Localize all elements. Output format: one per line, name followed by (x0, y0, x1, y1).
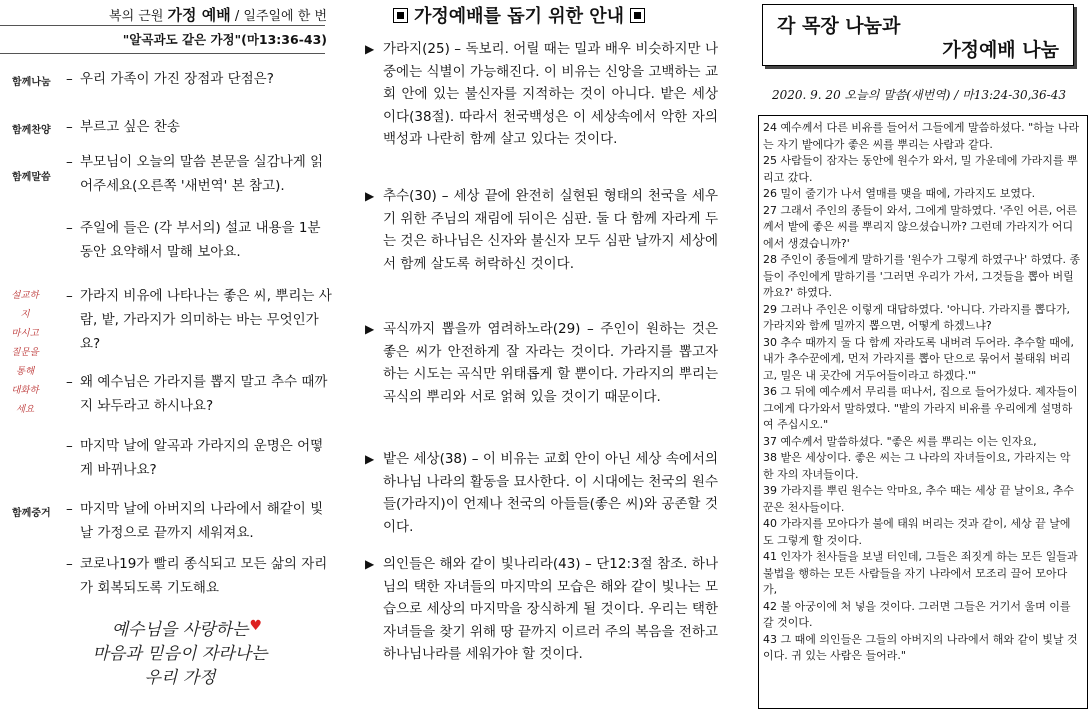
header-divider-2 (0, 53, 325, 54)
header-prefix: 복의 근원 (109, 9, 164, 24)
heart-icon: ♥ (249, 618, 262, 634)
section-text: 마지막 날에 아버지의 나라에서 해같이 빛날 가정으로 끝까지 세워져요. (80, 501, 324, 541)
scripture-box (758, 115, 1088, 709)
section-label: 함께말씀 (12, 172, 51, 183)
left-column (0, 0, 345, 712)
guide-paragraph-text: 곡식까지 뽑을까 염려하노라(29) – 주인이 원하는 것은 좋은 씨가 안전하게 잘 자라는 것이다. 가라지를 뽑고자 하는 시도는 곡식만 위태롭게 할 뿐이다. 가라지의 뿌리는 곡식의 뿌리와 서로 얽혀 있을 것이기 때문이다. (383, 321, 718, 405)
verse: 36 그 뒤에 예수께서 무리를 떠나서, 집으로 들어가셨다. 제자들이 그에게 다가와서 말하였다. "밭의 가라지 비유를 우리에게 설명하여 주십시오." (763, 385, 1078, 431)
arrow-bullet-icon: ▶ (365, 42, 375, 56)
side-note-line: 대화하세요 (11, 385, 39, 415)
section-item: – 마지막 날에 알곡과 가라지의 운명은 어떻게 바뀌나요? (66, 434, 336, 482)
verse: 43 그 때에 의인들은 그들의 아버지의 나라에서 해와 같이 빛날 것이다. 귀 있는 사람은 들어라." (763, 632, 1078, 662)
verse: 24 예수께서 다른 비유를 들어서 그들에게 말씀하셨다. "하늘 나라는 자기 밭에다가 좋은 씨를 뿌리는 사람과 같다. (763, 121, 1080, 151)
section-text: 왜 예수님은 가라지를 뽑지 말고 추수 때까지 놔두라고 하시나요? (80, 374, 328, 414)
guide-paragraph-text: 가라지(25) – 독보리. 어릴 때는 밀과 배우 비슷하지만 나중에는 식별이 가능해진다. 이 비유는 신앙을 고백하는 교회 안에 있는 불신자를 지적하는 것이 아니다. 밭은 세상이다(38절). 따라서 천국백성은 이 세상속에서 악한 자의 백성과 나란히 함께 살고 있다는 것이다. (383, 41, 718, 147)
verse: 25 사람들이 잠자는 동안에 원수가 와서, 밀 가운데에 가라지를 뿌리고 갔다. (763, 154, 1078, 184)
section-item: – 우리 가족이 가진 장점과 단점은? (66, 67, 336, 91)
arrow-bullet-icon: ▶ (365, 189, 375, 203)
section-text: 코로나19가 빨리 종식되고 모든 삶의 자리가 회복되도록 기도해요 (80, 556, 328, 596)
section-text: 마지막 날에 알곡과 가라지의 운명은 어떻게 바뀌나요? (80, 438, 324, 478)
signature-line: 우리 가정 (144, 668, 216, 688)
signature-line: 마음과 믿음이 자라나는 (92, 644, 268, 664)
verse: 42 불 아궁이에 처 넣을 것이다. 그러면 그들은 거기서 울며 이를 갈 것이다. (763, 599, 1071, 629)
arrow-bullet-icon: ▶ (365, 322, 375, 336)
verse: 28 주인이 종들에게 말하기를 '원수가 그렇게 하였구나' 하였다. 종들이 주인에게 말하기를 '그러면 우리가 가서, 그것들을 뽑아 버릴까요?' 하였다. (763, 253, 1081, 299)
header-divider (0, 25, 325, 26)
section-item: – 가라지 비유에 나타나는 좋은 씨, 뿌리는 사람, 밭, 가라지가 의미하는 바는 무엇인가요? (66, 284, 336, 356)
header-suffix: / 일주일에 한 번 (234, 9, 327, 24)
section-text: 주일에 들은 (각 부서의) 설교 내용을 1분 동안 요약해서 말해 보아요. (80, 220, 321, 260)
guide-paragraph (365, 553, 718, 666)
side-note (10, 286, 40, 419)
verse: 27 그래서 주인의 종들이 와서, 그에게 말하였다. '주인 어른, 어른께서 밭에 좋은 씨를 뿌리지 않으셨습니까? 그런데 가라지가 어디에서 생겼습니까?' (763, 203, 1078, 250)
guide-paragraph-text: 의인들은 해와 같이 빛나리라(43) – 단12:3절 참조. 하나님의 택한 자녀들의 마지막의 모습은 해와 같이 빛나는 모습으로 세상의 마지막을 장식하게 될 것이다. 우리는 택한 자녀들을 찾기 위해 땅 끝까지 이르러 주의 복음을 전하고 하나님나라를 세워가야 할 것이다. (383, 556, 718, 662)
section-text: 우리 가족이 가진 장점과 단점은? (80, 71, 274, 87)
section-item: – 마지막 날에 아버지의 나라에서 해같이 빛날 가정으로 끝까지 세워져요. (66, 497, 336, 545)
guide-paragraph (365, 448, 718, 538)
section-text: 부르고 싶은 찬송 (80, 119, 180, 135)
guide-paragraph (365, 38, 718, 151)
signature-calligraphy (80, 618, 280, 690)
side-note-line: 마시고 (11, 328, 39, 339)
verse: 41 인자가 천사들을 보낼 터인데, 그들은 죄짓게 하는 모든 일들과 불법을 행하는 모든 사람들을 자기 나라에서 모조리 끌어 모아다가, (763, 550, 1078, 596)
section-item: – 코로나19가 빨리 종식되고 모든 삶의 자리가 회복되도록 기도해요 (66, 552, 336, 600)
guide-paragraph-text: 추수(30) – 세상 끝에 완전히 실현된 형태의 천국을 세우기 위한 주님의 재림에 뒤이은 심판. 둘 다 함께 자라게 두는 것은 하나님은 신자와 불신자 모두 심판 날까지 세상에서 함께 살도록 허락하신 것이다. (383, 188, 718, 272)
guide-paragraph-text: 밭은 세상(38) – 이 비유는 교회 안이 아닌 세상 속에서의 하나님 나라의 활동을 묘사한다. 이 시대에는 천국의 원수들(가라지)이 언제나 천국의 아들들(좋은 씨)와 공존할 것이다. (383, 451, 718, 535)
guide-title (387, 2, 651, 28)
header-line-2: "알곡과도 같은 가정"(마13:36-43) (122, 32, 327, 47)
right-column (752, 0, 1090, 712)
section-text: 부모님이 오늘의 말씀 본문을 실감나게 읽어주세요(오른쪽 '새번역' 본 참고). (80, 154, 324, 194)
verse: 37 예수께서 말씀하셨다. "좋은 씨를 뿌리는 이는 인자요, (763, 434, 1037, 448)
signature-line: 예수님을 사랑하는 (111, 620, 249, 640)
header-bold: 가정 예배 (167, 6, 231, 24)
verse: 38 밭은 세상이다. 좋은 씨는 그 나라의 자녀들이요, 가라지는 악한 자의 자녀들이다. (763, 451, 1071, 481)
guide-title-text: 가정예배를 돕기 위한 안내 (414, 6, 625, 27)
verse: 30 추수 때까지 둘 다 함께 자라도록 내버려 두어라. 추수할 때에, 내가 추수꾼에게, 먼저 가라지를 뽑아 단으로 묶어서 불태워 버리고, 밀은 내 곳간에 거두어들이라고 하겠다.'" (763, 335, 1074, 382)
verse-list (763, 120, 1081, 665)
side-note-line: 설교하지 (11, 290, 39, 320)
guide-paragraph (365, 185, 718, 275)
square-bullet-icon (393, 8, 408, 23)
guide-paragraph (365, 318, 718, 408)
section-item: – 부모님이 오늘의 말씀 본문을 실감나게 읽어주세요(오른쪽 '새번역' 본 참고). (66, 150, 336, 198)
side-note-line: 통해 (15, 366, 35, 377)
section-text: 가라지 비유에 나타나는 좋은 씨, 뿌리는 사람, 밭, 가라지가 의미하는 바는 무엇인가요? (80, 288, 332, 352)
square-bullet-icon (630, 8, 645, 23)
section-label: 함께중거 (12, 508, 51, 519)
arrow-bullet-icon: ▶ (365, 557, 375, 571)
verse: 40 가라지를 모아다가 불에 태워 버리는 것과 같이, 세상 끝 날에도 그렇게 할 것이다. (763, 517, 1071, 547)
sharing-title-box (762, 4, 1074, 66)
verse: 26 밀이 줄기가 나서 열매를 맺을 때에, 가라지도 보였다. (763, 187, 1036, 200)
section-item: – 부르고 싶은 찬송 (66, 115, 336, 139)
sharing-title-line-1: 각 목장 나눔과 (777, 15, 901, 37)
section-label: 함께나눔 (12, 77, 51, 88)
sharing-title-line-2: 가정예배 나눔 (942, 39, 1059, 61)
section-item: – 주일에 들은 (각 부서의) 설교 내용을 1분 동안 요약해서 말해 보아요. (66, 216, 336, 264)
section-item: – 왜 예수님은 가라지를 뽑지 말고 추수 때까지 놔두라고 하시나요? (66, 370, 336, 418)
scripture-date: 2020. 9. 20 오늘의 말씀(새번역) / 마13:24-30,36-43 (772, 88, 1067, 102)
section-label: 함께찬양 (12, 125, 51, 136)
verse: 29 그러나 주인은 이렇게 대답하였다. '아니다. 가라지를 뽑다가, 가라지와 함께 밀까지 뽑으면, 어떻게 하겠느냐? (763, 302, 1071, 332)
header-line-1 (109, 4, 327, 25)
middle-column (365, 0, 725, 712)
arrow-bullet-icon: ▶ (365, 452, 375, 466)
verse: 39 가라지를 뿌린 원수는 악마요, 추수 때는 세상 끝 날이요, 추수꾼은 천사들이다. (763, 484, 1074, 514)
side-note-line: 질문을 (11, 347, 39, 358)
